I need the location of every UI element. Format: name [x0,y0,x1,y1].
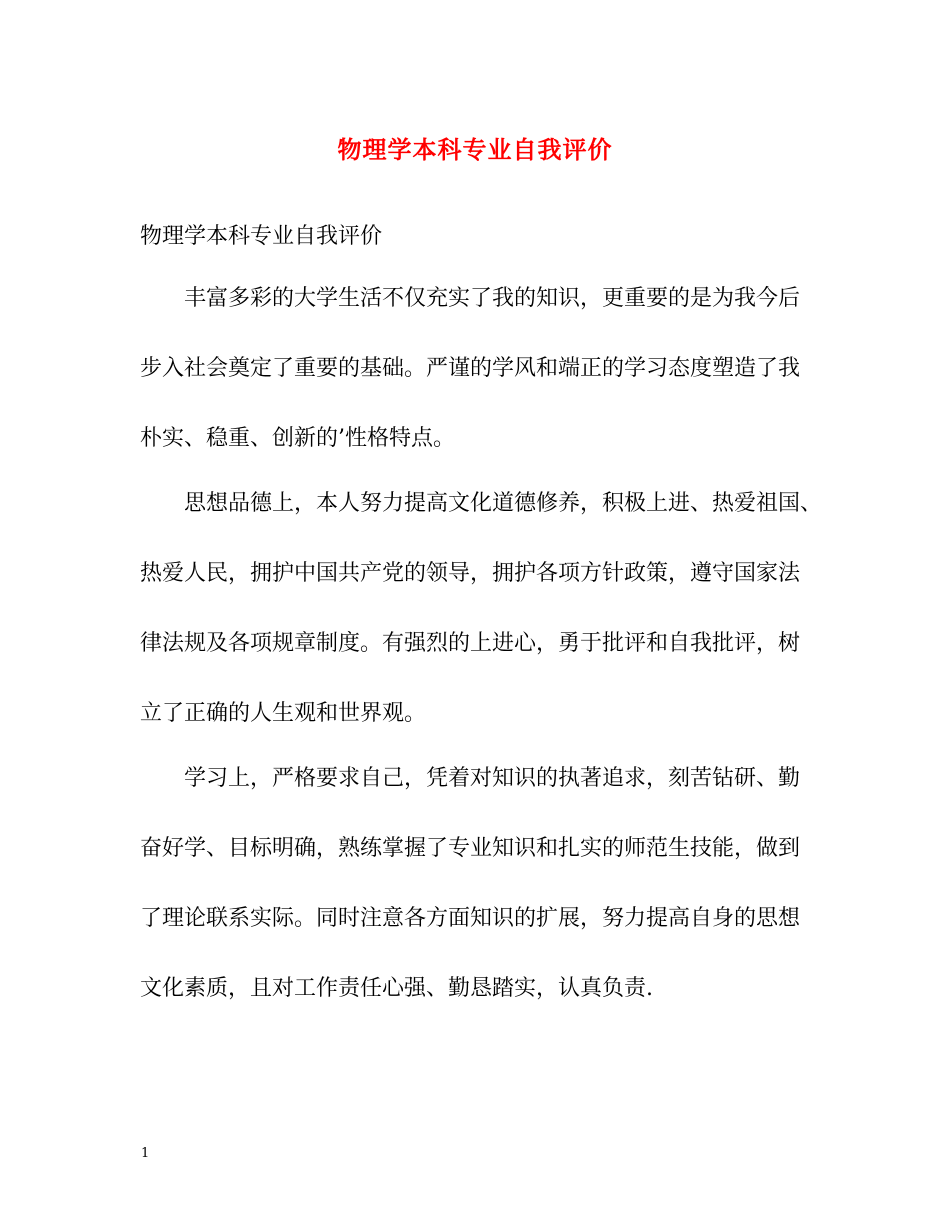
document-title: 物理学本科专业自我评价 [337,135,613,164]
paragraph-3-line-4: 文化素质，且对工作责任心强、勤恳踏实，认真负责. [140,976,653,1001]
paragraph-2-line-3: 律法规及各项规章制度。有强烈的上进心，勇于批评和自我批评，树 [140,631,801,656]
paragraph-2-line-2: 热爱人民，拥护中国共产党的领导，拥护各项方针政策，遵守国家法 [140,561,801,586]
paragraph-1-line-2: 步入社会奠定了重要的基础。严谨的学风和端正的学习态度塑造了我 [140,356,801,381]
paragraph-1-line-3: 朴实、稳重、创新的’性格特点。 [140,426,455,451]
paragraph-2-line-1: 思想品德上，本人努力提高文化道德修养，积极上进、热爱祖国、 [184,491,823,516]
paragraph-3-line-3: 了理论联系实际。同时注意各方面知识的扩展，努力提高自身的思想 [140,906,801,931]
page-number: 1 [141,1146,150,1161]
paragraph-3-line-1: 学习上，严格要求自己，凭着对知识的执著追求，刻苦钻研、勤 [184,766,801,791]
paragraph-1-line-1: 丰富多彩的大学生活不仅充实了我的知识，更重要的是为我今后 [184,286,801,311]
paragraph-3-line-2: 奋好学、目标明确，熟练掌握了专业知识和扎实的师范生技能，做到 [140,836,801,861]
paragraph-2-line-4: 立了正确的人生观和世界观。 [140,701,427,726]
document-subtitle: 物理学本科专业自我评价 [140,224,383,249]
